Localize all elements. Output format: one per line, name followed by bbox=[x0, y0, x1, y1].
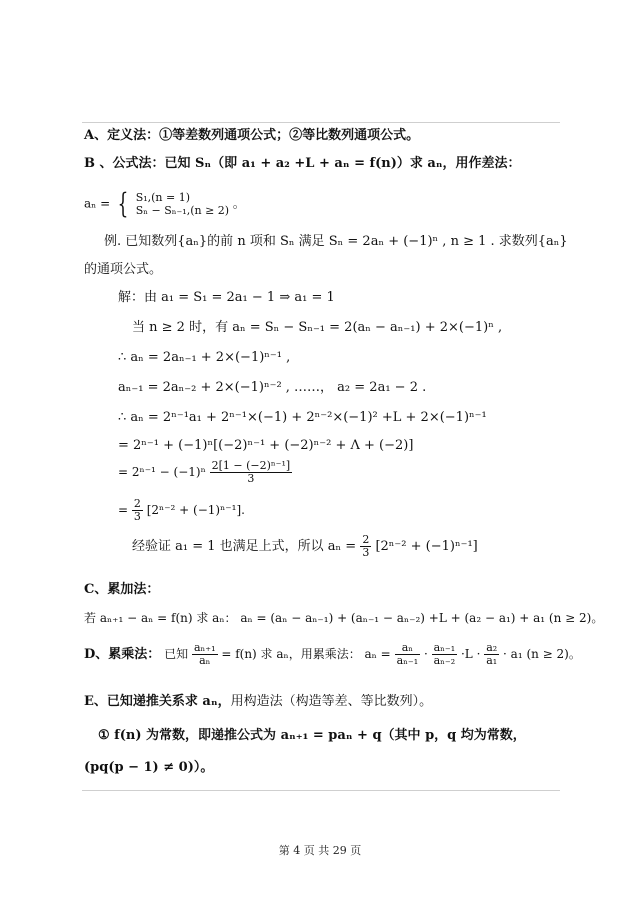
section-e bbox=[84, 694, 432, 710]
section-d-text-4: · a₁ (n ≥ 2)。 bbox=[503, 647, 581, 661]
d-fraction-2-den: aₙ₋₁ bbox=[396, 654, 419, 667]
d-fraction-1-num: aₙ₊₁ bbox=[193, 641, 216, 654]
section-b-formula bbox=[84, 187, 245, 220]
solution-7-fraction bbox=[210, 460, 293, 485]
d-fraction-2-num: aₙ bbox=[395, 642, 421, 655]
section-d-text-2: = f(n) 求 aₙ，用累乘法： aₙ = bbox=[221, 647, 391, 661]
page-number-footer: 第 4 页 共 29 页 bbox=[278, 844, 362, 857]
solution-line-2: 当 n ≥ 2 时，有 aₙ = Sₙ − Sₙ₋₁ = 2(aₙ − aₙ₋₁) + 2×(−1)ⁿ , bbox=[132, 320, 503, 335]
left-brace-icon: { bbox=[117, 187, 129, 220]
d-fraction-3-den: aₙ₋₂ bbox=[433, 654, 456, 667]
solution-line-5: ∴ aₙ = 2ⁿ⁻¹a₁ + 2ⁿ⁻¹×(−1) + 2ⁿ⁻²×(−1)² +L + 2×(−1)ⁿ⁻¹ bbox=[118, 410, 487, 425]
top-rule bbox=[82, 122, 560, 123]
solution-line-1: 解：由 a₁ = S₁ = 2a₁ − 1 ⇒ a₁ = 1 bbox=[118, 290, 335, 305]
solution-9-denominator: 3 bbox=[362, 546, 370, 559]
solution-line-7 bbox=[118, 460, 292, 485]
section-d: D、累乘法： 已知 $\frac{\text{aₙ₊₁}}{\text{aₙ}}$ = f(n) 求 aₙ，用累乘法： aₙ = $\frac{\text{aₙ}}{\text{aₙ₋₁}}$ · $\frac{\text{aₙ₋₁}}{\text{aₙ₋₂}}$ ·L · $\frac{\text{a₂}}{\text{a₁}}$ · a₁ (n ≥ 2)。 bbox=[84, 641, 581, 667]
solution-8-denominator: 3 bbox=[133, 510, 141, 523]
d-fraction-4 bbox=[484, 642, 499, 667]
section-e-title: E、已知递推关系求 aₙ， bbox=[84, 694, 231, 709]
solution-line-9 bbox=[132, 534, 478, 559]
solution-7-lhs: = 2ⁿ⁻¹ − (−1)ⁿ bbox=[118, 465, 206, 479]
section-e1-line-1: ① f(n) 为常数，即递推公式为 aₙ₊₁ = paₙ + q（其中 p，q 均为常数， bbox=[98, 728, 526, 743]
section-e1-line-2: (pq(p − 1) ≠ 0)）。 bbox=[84, 760, 214, 775]
d-fraction-3 bbox=[432, 642, 458, 667]
section-d-text-1: 已知 bbox=[164, 647, 189, 661]
solution-8-fraction bbox=[132, 498, 143, 523]
solution-line-4: aₙ₋₁ = 2aₙ₋₂ + 2×(−1)ⁿ⁻² , ……， a₂ = 2a₁ − 2 . bbox=[118, 380, 427, 395]
solution-8-numerator: 2 bbox=[133, 497, 141, 510]
solution-9-fraction bbox=[360, 534, 371, 559]
b-case-1: S₁,(n = 1) bbox=[135, 191, 191, 204]
solution-7-denominator: 3 bbox=[247, 472, 255, 485]
solution-line-8 bbox=[118, 498, 245, 523]
d-fraction-3-num: aₙ₋₁ bbox=[433, 641, 456, 654]
section-b-intro: B 、公式法：已知 Sₙ（即 a₁ + a₂ +L + aₙ = f(n)）求 aₙ，用作差法： bbox=[84, 156, 521, 171]
b-formula-lhs: aₙ = bbox=[84, 196, 111, 211]
solution-8-rhs: [2ⁿ⁻² + (−1)ⁿ⁻¹]. bbox=[146, 503, 245, 517]
section-c-title: C、累加法： bbox=[84, 582, 160, 597]
bottom-rule bbox=[82, 790, 560, 791]
d-fraction-4-num: a₂ bbox=[486, 641, 498, 654]
solution-8-lhs: = bbox=[118, 503, 129, 517]
d-fraction-2 bbox=[395, 642, 421, 667]
d-fraction-1 bbox=[192, 642, 218, 667]
solution-9-numerator: 2 bbox=[362, 533, 370, 546]
d-fraction-4-den: a₁ bbox=[486, 654, 498, 667]
example-line-2: 的通项公式。 bbox=[84, 262, 163, 277]
b-formula-cases bbox=[136, 191, 229, 217]
solution-7-numerator: 2[1 − (−2)ⁿ⁻¹] bbox=[211, 459, 291, 472]
section-d-title: D、累乘法： bbox=[84, 647, 161, 662]
b-case-2: Sₙ − Sₙ₋₁,(n ≥ 2) bbox=[135, 204, 230, 217]
example-line-1: 例. 已知数列{aₙ}的前 n 项和 Sₙ 满足 Sₙ = 2aₙ + (−1)ⁿ , n ≥ 1 . 求数列{aₙ} bbox=[104, 234, 568, 249]
d-fraction-1-den: aₙ bbox=[199, 654, 211, 667]
solution-line-6: = 2ⁿ⁻¹ + (−1)ⁿ[(−2)ⁿ⁻¹ + (−2)ⁿ⁻² + Λ + (−2)] bbox=[118, 438, 414, 453]
section-a: A、定义法：①等差数列通项公式；②等比数列通项公式。 bbox=[84, 128, 420, 143]
section-c-text: 若 aₙ₊₁ − aₙ = f(n) 求 aₙ： aₙ = (aₙ − aₙ₋₁) + (aₙ₋₁ − aₙ₋₂) +L + (a₂ − a₁) + a₁ (n ≥ 2)。 bbox=[84, 611, 604, 625]
solution-line-3: ∴ aₙ = 2aₙ₋₁ + 2×(−1)ⁿ⁻¹ , bbox=[118, 350, 291, 365]
solution-9-text: 经验证 a₁ = 1 也满足上式，所以 aₙ = bbox=[132, 539, 357, 554]
solution-9-rhs: [2ⁿ⁻² + (−1)ⁿ⁻¹] bbox=[375, 539, 478, 554]
section-e-text: 用构造法（构造等差、等比数列）。 bbox=[230, 694, 433, 709]
section-d-text-3: ·L · bbox=[460, 647, 481, 661]
b-formula-tail: 。 bbox=[232, 196, 245, 211]
